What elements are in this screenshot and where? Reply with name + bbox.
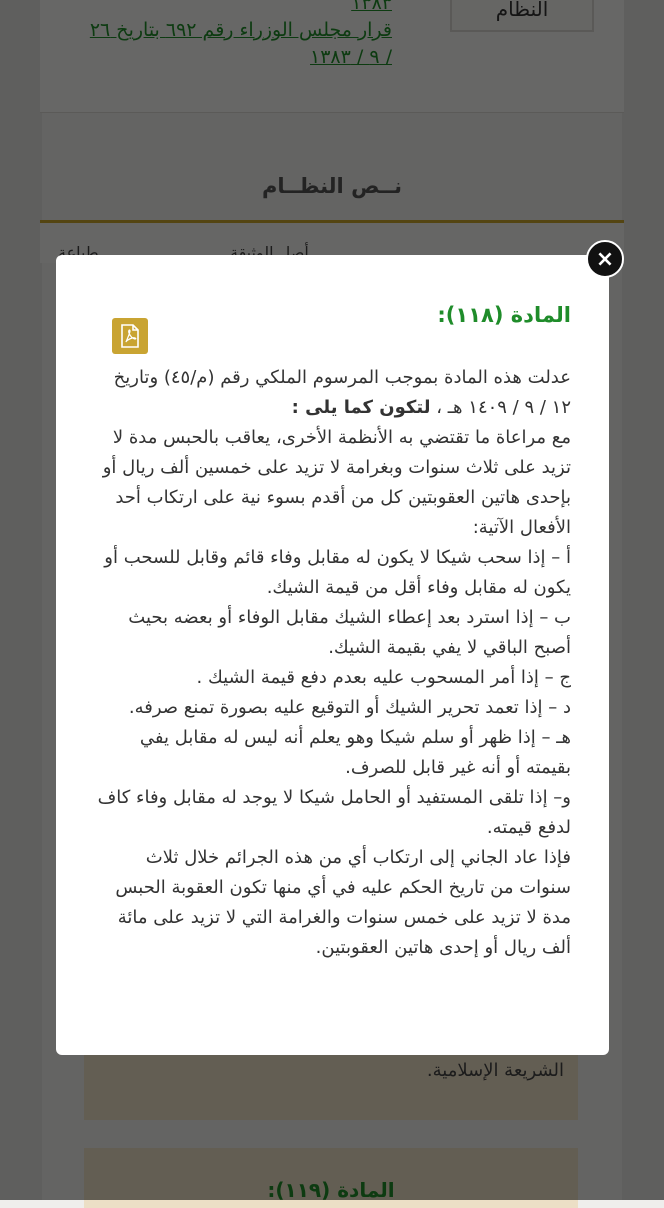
article-intro xyxy=(91,363,571,423)
pdf-icon xyxy=(119,324,141,348)
amendment-note-bold: لتكون كما يلى : xyxy=(291,397,431,418)
article-clause-a: أ – إذا سحب شيكا لا يكون له مقابل وفاء قائم وقابل للسحب أو يكون له مقابل وفاء أقل من قيمة الشيك. xyxy=(104,547,571,598)
amendment-note: عدلت هذه المادة بموجب المرسوم الملكي رقم (م/٤٥) وتاريخ ١٢ / ٩ / ١٤٠٩ هـ ، xyxy=(113,367,571,418)
article-clause-e: هـ – إذا ظهر أو سلم شيكا وهو يعلم أنه ليس له مقابل يفي بقيمته أو أنه غير قابل للصرف. xyxy=(139,727,571,778)
article-paragraph-repeat-offense: فإذا عاد الجاني إلى ارتكاب أي من هذه الجرائم خلال ثلاث سنوات من تاريخ الحكم عليه في أي منها تكون العقوبة الحبس مدة لا تزيد على خمس سنوات والغرامة التي لا تزيد على مائة ألف ريال أو إحدى هاتين العقوبتين. xyxy=(115,847,571,958)
article-body xyxy=(91,363,571,963)
article-clause-f: و– إذا تلقى المستفيد أو الحامل شيكا لا يوجد له مقابل وفاء كاف لدفع قيمته. xyxy=(97,787,571,838)
article-clause-b: ب – إذا استرد بعد إعطاء الشيك مقابل الوفاء أو بعضه بحيث أصبح الباقي لا يفي بقيمة الشيك. xyxy=(128,607,571,658)
article-modal xyxy=(56,255,609,1055)
pdf-download-button[interactable] xyxy=(112,318,148,354)
article-clause-d: د – إذا تعمد تحرير الشيك أو التوقيع عليه بصورة تمنع صرفه. xyxy=(128,697,571,718)
article-title: المادة (١١٨): xyxy=(437,303,571,327)
close-modal-button[interactable] xyxy=(586,240,624,278)
article-clause-c: ج – إذا أمر المسحوب عليه بعدم دفع قيمة الشيك . xyxy=(196,667,571,688)
article-paragraph: مع مراعاة ما تقتضي به الأنظمة الأخرى، يعاقب بالحبس مدة لا تزيد على ثلاث سنوات وبغرامة لا تزيد على خمسين ألف ريال أو بإحدى هاتين العقوبتين كل من أقدم بسوء نية على ارتكاب أحد الأفعال الآتية: xyxy=(102,427,571,538)
close-icon: × xyxy=(595,247,615,272)
